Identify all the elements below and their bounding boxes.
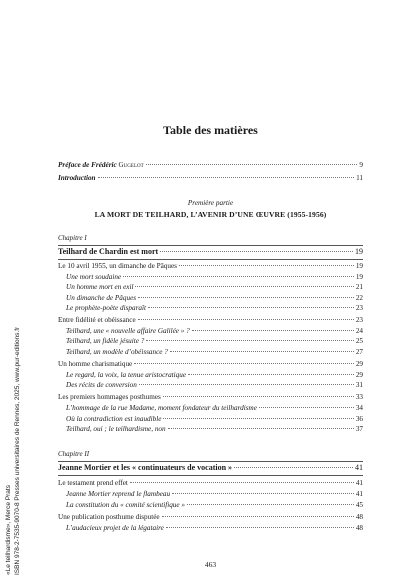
toc-subsection[interactable] <box>66 293 363 303</box>
toc-entry-label: Teilhard, un modèle d’obéissance ? <box>66 348 168 356</box>
leader-dots <box>160 251 353 252</box>
chapter-title: Teilhard de Chardin est mort <box>58 247 159 256</box>
leader-dots <box>259 407 354 408</box>
toc-entry-page: 41 <box>355 479 363 487</box>
toc-entry-label: Teilhard, un fidèle jésuite ? <box>66 337 145 345</box>
toc-entry-page: 34 <box>355 404 363 412</box>
leader-dots <box>179 265 354 266</box>
part-label: Première partie <box>187 199 234 207</box>
leader-dots <box>172 493 354 494</box>
chapter-label: Chapitre I <box>58 234 87 242</box>
chapter-rule <box>58 461 363 462</box>
toc-entry-label: Jeanne Mortier reprend le flambeau <box>66 490 171 498</box>
page-number: 463 <box>204 560 217 569</box>
toc-subsection[interactable] <box>66 326 363 336</box>
toc-subsection[interactable] <box>66 523 363 533</box>
toc-entry-page: 36 <box>355 415 363 423</box>
leader-dots <box>146 340 353 341</box>
part-title: LA MORT DE TEILHARD, L’AVENIR D’UNE ŒUVRE (1955-1956) <box>94 210 327 219</box>
leader-dots <box>168 428 354 429</box>
toc-entry-page: 31 <box>355 381 363 389</box>
toc-chapter-1[interactable] <box>58 247 363 257</box>
leader-dots <box>135 286 353 287</box>
toc-entry-label: Le regard, la voix, la tenue aristocratique <box>66 371 187 379</box>
toc-subsection[interactable] <box>66 489 363 499</box>
toc-entry-label: Introduction <box>58 174 96 182</box>
toc-entry-page: 29 <box>355 360 363 368</box>
toc-entry-page: 29 <box>355 371 363 379</box>
toc-entry-page: 23 <box>355 316 363 324</box>
preface-label-prefix: Préface de Frédéric <box>58 161 117 169</box>
toc-entry-label: Une mort soudaine <box>66 273 122 281</box>
leader-dots <box>138 297 354 298</box>
toc-section[interactable] <box>58 359 363 369</box>
leader-dots <box>234 467 353 468</box>
toc-entry-introduction[interactable] <box>58 173 363 183</box>
toc-entry-page: 11 <box>356 174 363 182</box>
toc-entry-page: 19 <box>355 273 363 281</box>
side-note-line-2: ISBN 978-2-7535-9070-8 Presses universitaires de Rennes, 2025, www.pur-editions.fr <box>14 326 21 575</box>
toc-entry-page: 37 <box>355 425 363 433</box>
toc-entry-label: Les premiers hommages posthumes <box>58 393 161 401</box>
leader-dots <box>146 164 358 165</box>
chapter-rule <box>58 245 363 246</box>
toc-entry-label: Le testament prend effet <box>58 479 128 487</box>
toc-entry-label: Le prophète-poète disparaît <box>66 304 146 312</box>
toc-entry-label: Un dimanche de Pâques <box>66 294 137 302</box>
leader-dots <box>98 177 355 178</box>
toc-entry-label <box>58 160 144 170</box>
toc-entry-page: 25 <box>355 337 363 345</box>
toc-entry-label: La constitution du « comité scientifique » <box>66 501 185 509</box>
toc-page <box>58 0 363 582</box>
toc-section[interactable] <box>58 392 363 402</box>
toc-subsection[interactable] <box>66 272 363 282</box>
side-note-line-1: «Le teilhardisme», Merce Prats <box>5 485 12 575</box>
toc-entry-label: Un homme mort en exil <box>66 283 134 291</box>
leader-dots <box>134 363 354 364</box>
toc-section[interactable] <box>58 512 363 522</box>
toc-subsection[interactable] <box>66 303 363 313</box>
toc-entry-page: 45 <box>355 501 363 509</box>
toc-entry-page: 48 <box>355 513 363 521</box>
toc-section[interactable] <box>58 315 363 325</box>
toc-entry-page: 48 <box>355 524 363 532</box>
toc-entry-page: 41 <box>355 490 363 498</box>
leader-dots <box>138 319 354 320</box>
leader-dots <box>163 396 354 397</box>
chapter-title: Jeanne Mortier et les « continuateurs de vocation » <box>58 463 233 472</box>
toc-entry-label: Où la contradiction est inaudible <box>66 415 162 423</box>
toc-entry-page: 9 <box>359 161 363 169</box>
toc-subsection[interactable] <box>66 282 363 292</box>
toc-section[interactable] <box>58 478 363 488</box>
toc-subsection[interactable] <box>66 336 363 346</box>
toc-entry-label: Teilhard, oui ; le teilhardisme, non <box>66 425 166 433</box>
toc-entry-label: Une publication posthume disputée <box>58 513 160 521</box>
toc-subsection[interactable] <box>66 424 363 434</box>
leader-dots <box>187 504 354 505</box>
leader-dots <box>130 482 354 483</box>
toc-entry-page: 23 <box>355 304 363 312</box>
toc-entry-label: Un homme charismatique <box>58 360 133 368</box>
leader-dots <box>188 374 354 375</box>
toc-entry-label: L’hommage de la rue Madame, moment fondateur du teilhardisme <box>66 404 257 412</box>
leader-dots <box>148 307 354 308</box>
page-title: Table des matières <box>163 123 258 137</box>
toc-subsection[interactable] <box>66 370 363 380</box>
chapter-rule <box>58 259 363 260</box>
toc-entry-label: Teilhard, une « nouvelle affaire Galilée » ? <box>66 327 190 335</box>
leader-dots <box>123 276 354 277</box>
toc-entry-page: 19 <box>355 262 363 270</box>
toc-subsection[interactable] <box>66 414 363 424</box>
toc-subsection[interactable] <box>66 403 363 413</box>
toc-entry-label: Le 10 avril 1955, un dimanche de Pâques <box>58 262 177 270</box>
chapter-rule <box>58 475 363 476</box>
toc-chapter-2[interactable] <box>58 463 363 473</box>
toc-entry-label: Des récits de conversion <box>66 381 137 389</box>
toc-entry-label: Entre fidélité et obéissance <box>58 316 136 324</box>
leader-dots <box>163 418 353 419</box>
toc-entry-page: 21 <box>355 283 363 291</box>
toc-entry-label: L’audacieux projet de la légataire <box>66 524 164 532</box>
toc-entry-page: 24 <box>355 327 363 335</box>
toc-entry-page: 41 <box>355 463 363 472</box>
toc-section[interactable] <box>58 261 363 271</box>
toc-subsection[interactable] <box>66 347 363 357</box>
toc-entry-page: 27 <box>355 348 363 356</box>
leader-dots <box>166 527 354 528</box>
toc-entry-preface[interactable] <box>58 160 363 170</box>
leader-dots <box>192 330 354 331</box>
toc-entry-page: 19 <box>355 247 363 256</box>
preface-label-name: Gugelot <box>118 161 144 169</box>
toc-entry-page: 33 <box>355 393 363 401</box>
leader-dots <box>170 351 354 352</box>
side-copyright-note <box>4 255 34 575</box>
leader-dots <box>162 516 354 517</box>
toc-subsection[interactable] <box>66 500 363 510</box>
toc-subsection[interactable] <box>66 380 363 390</box>
toc-entry-page: 22 <box>355 294 363 302</box>
chapter-label: Chapitre II <box>58 450 90 458</box>
leader-dots <box>139 384 354 385</box>
